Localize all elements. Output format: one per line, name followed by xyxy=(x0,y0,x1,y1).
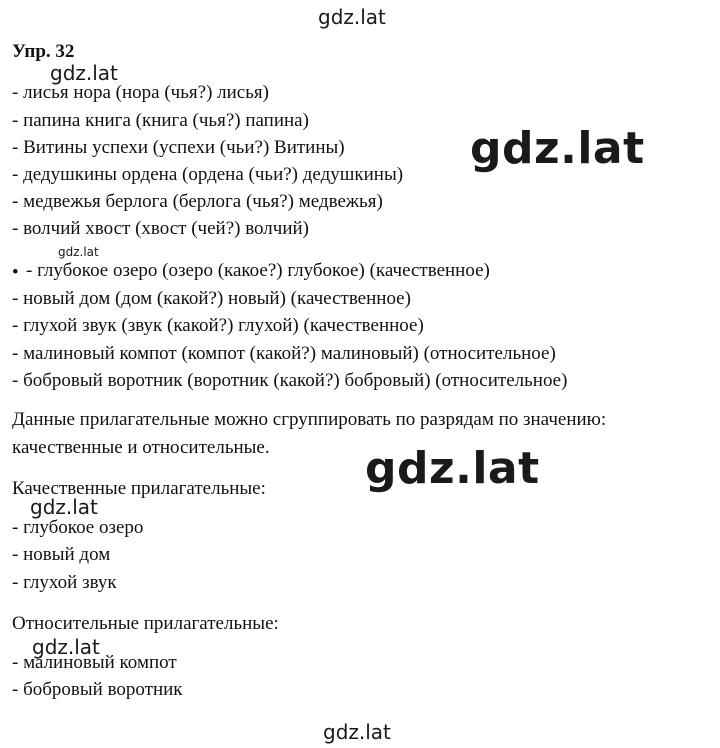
list-item: - лисья нора (нора (чья?) лисья) xyxy=(12,82,269,103)
list-item: - глубокое озеро xyxy=(12,517,144,538)
summary-line: качественные и относительные. xyxy=(12,437,270,458)
bullet-marker: • xyxy=(12,262,19,283)
list-item: - дедушкины ордена (ордена (чьи?) дедушкины) xyxy=(12,164,404,185)
watermark-top: gdz.lat xyxy=(318,5,386,29)
list-item: - малиновый компот (компот (какой?) малиновый) (относительное) xyxy=(12,343,556,364)
watermark-small-1: gdz.lat xyxy=(50,61,118,85)
watermark-bottom: gdz.lat xyxy=(323,720,391,744)
list-item: - малиновый компот xyxy=(12,652,177,673)
list-item: - новый дом xyxy=(12,544,111,565)
watermark-small-2: gdz.lat xyxy=(30,495,98,519)
qualitative-heading: Качественные прилагательные: xyxy=(12,478,266,499)
list-item: - волчий хвост (хвост (чей?) волчий) xyxy=(12,218,310,239)
list-item: - медвежья берлога (берлога (чья?) медвежья) xyxy=(12,191,383,212)
list-item: - папина книга (книга (чья?) папина) xyxy=(12,110,309,131)
list-item: - бобровый воротник xyxy=(12,679,183,700)
list-item: - бобровый воротник (воротник (какой?) бобровый) (относительное) xyxy=(12,370,568,391)
list-item: - Витины успехи (успехи (чьи?) Витины) xyxy=(12,137,345,158)
list-item: - глухой звук xyxy=(12,572,117,593)
list-item: - глубокое озеро (озеро (какое?) глубокое) (качественное) xyxy=(26,260,490,281)
exercise-title: Упр. 32 xyxy=(12,41,75,62)
watermark-large-2: gdz.lat xyxy=(365,443,540,494)
watermark-small-3: gdz.lat xyxy=(32,635,100,659)
watermark-tiny: gdz.lat xyxy=(58,245,99,259)
watermark-large-1: gdz.lat xyxy=(470,123,645,174)
list-item: - глухой звук (звук (какой?) глухой) (качественное) xyxy=(12,315,424,336)
list-item: - новый дом (дом (какой?) новый) (качественное) xyxy=(12,288,411,309)
relative-heading: Относительные прилагательные: xyxy=(12,613,279,634)
summary-line: Данные прилагательные можно сгруппировать по разрядам по значению: xyxy=(12,409,607,430)
